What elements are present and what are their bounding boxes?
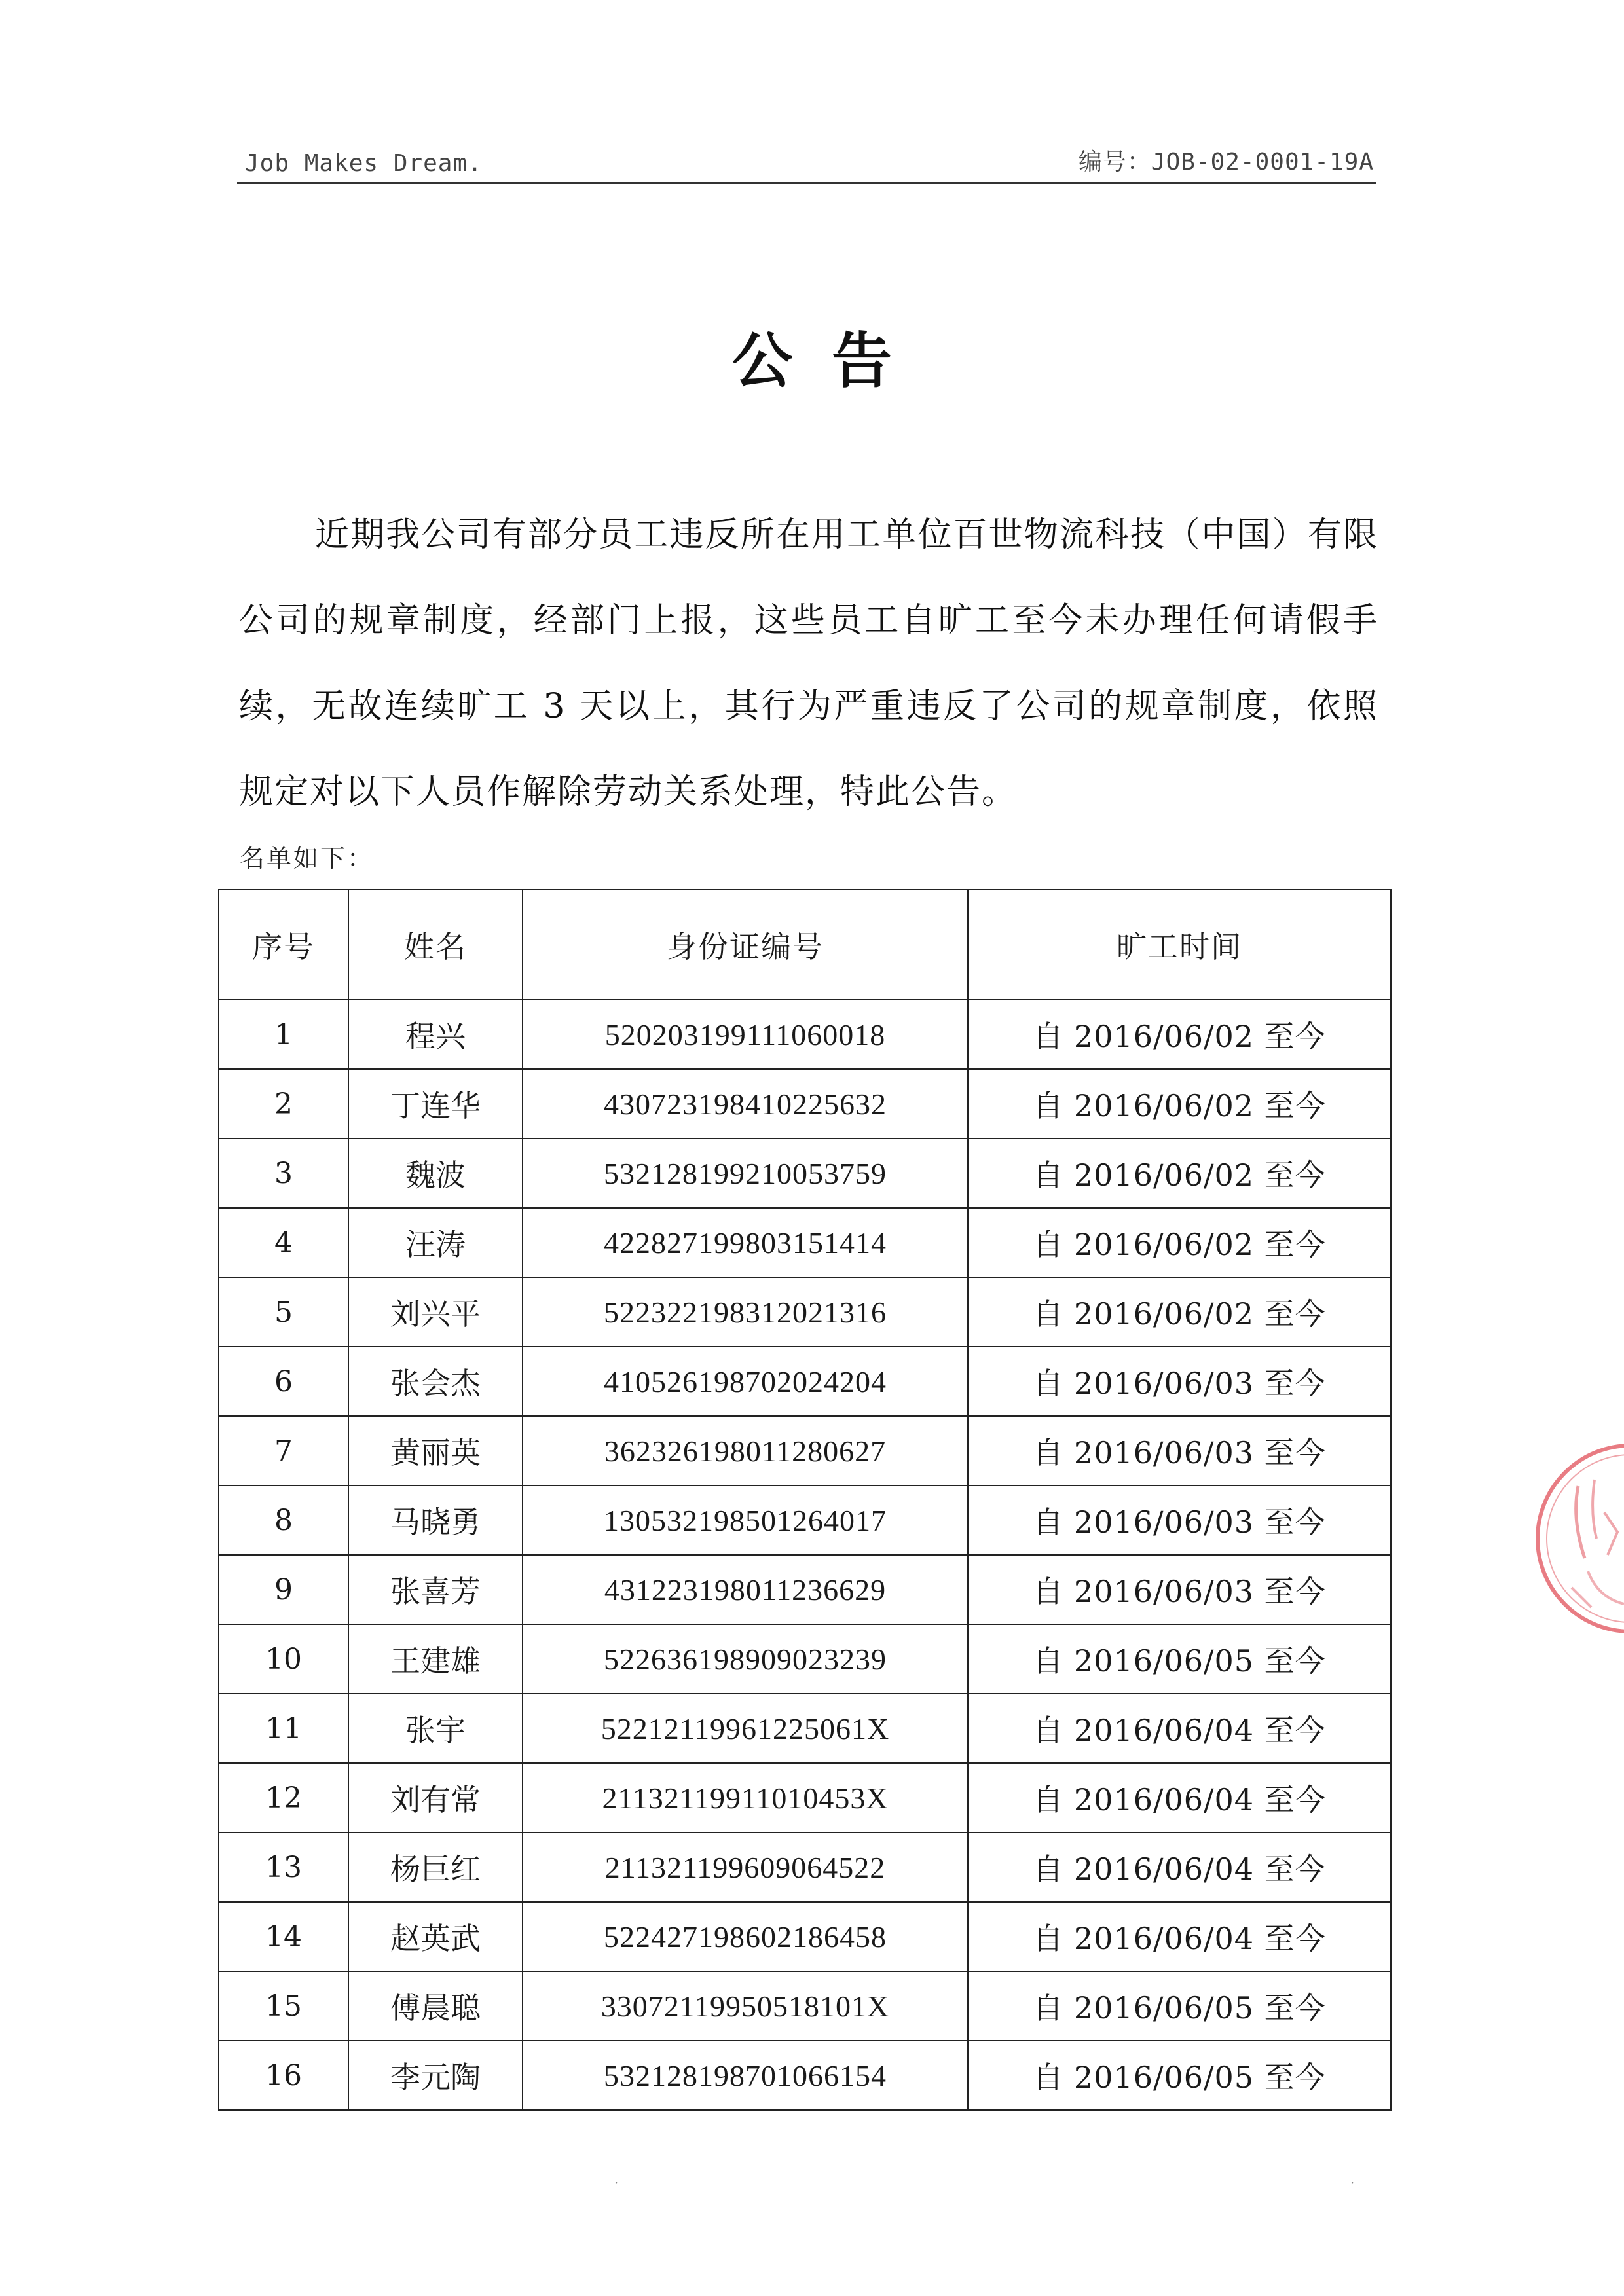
cell-absence-time: 自 2016/06/03 至今 <box>968 1485 1391 1555</box>
cell-id-number: 522427198602186458 <box>523 1902 968 1971</box>
cell-serial: 4 <box>219 1208 348 1277</box>
cell-serial: 13 <box>219 1832 348 1902</box>
cell-serial: 6 <box>219 1347 348 1416</box>
company-seal <box>1532 1440 1624 1637</box>
cell-id-number: 362326198011280627 <box>523 1416 968 1485</box>
cell-serial: 1 <box>219 1000 348 1069</box>
cell-id-number: 532128198701066154 <box>523 2041 968 2110</box>
table-body <box>219 1000 1391 2110</box>
cell-name: 杨巨红 <box>348 1832 523 1902</box>
cell-name: 张宇 <box>348 1694 523 1763</box>
cell-absence-time: 自 2016/06/02 至今 <box>968 1139 1391 1208</box>
table-header-row <box>219 890 1391 1000</box>
table-row <box>219 1208 1391 1277</box>
cell-id-number: 33072119950518101X <box>523 1971 968 2041</box>
header-name: 姓名 <box>348 890 523 1000</box>
cell-absence-time: 自 2016/06/04 至今 <box>968 1763 1391 1832</box>
cell-absence-time: 自 2016/06/02 至今 <box>968 1208 1391 1277</box>
cell-serial: 9 <box>219 1555 348 1624</box>
personnel-table <box>218 889 1392 2111</box>
cell-absence-time: 自 2016/06/03 至今 <box>968 1416 1391 1485</box>
cell-id-number: 410526198702024204 <box>523 1347 968 1416</box>
table-row <box>219 1971 1391 2041</box>
table-row <box>219 1069 1391 1139</box>
cell-name: 丁连华 <box>348 1069 523 1139</box>
cell-absence-time: 自 2016/06/02 至今 <box>968 1277 1391 1347</box>
table-row <box>219 1277 1391 1347</box>
document-number: 编号：JOB-02-0001-19A <box>1078 149 1374 175</box>
table-row <box>219 1624 1391 1694</box>
cell-absence-time: 自 2016/06/05 至今 <box>968 1971 1391 2041</box>
table-row <box>219 2041 1391 2110</box>
cell-absence-time: 自 2016/06/04 至今 <box>968 1694 1391 1763</box>
cell-absence-time: 自 2016/06/03 至今 <box>968 1347 1391 1416</box>
cell-name: 傅晨聪 <box>348 1971 523 2041</box>
cell-absence-time: 自 2016/06/05 至今 <box>968 1624 1391 1694</box>
header-id-number: 身份证编号 <box>523 890 968 1000</box>
cell-name: 程兴 <box>348 1000 523 1069</box>
cell-id-number: 431223198011236629 <box>523 1555 968 1624</box>
cell-id-number: 430723198410225632 <box>523 1069 968 1139</box>
cell-id-number: 130532198501264017 <box>523 1485 968 1555</box>
page-header <box>237 143 1376 184</box>
header-absence-time: 旷工时间 <box>968 890 1391 1000</box>
cell-name: 刘兴平 <box>348 1277 523 1347</box>
cell-serial: 10 <box>219 1624 348 1694</box>
cell-name: 刘有常 <box>348 1763 523 1832</box>
table-row <box>219 1555 1391 1624</box>
cell-name: 马晓勇 <box>348 1485 523 1555</box>
table-row <box>219 1832 1391 1902</box>
cell-name: 张会杰 <box>348 1347 523 1416</box>
cell-name: 黄丽英 <box>348 1416 523 1485</box>
cell-serial: 7 <box>219 1416 348 1485</box>
cell-id-number: 21132119911010453X <box>523 1763 968 1832</box>
cell-absence-time: 自 2016/06/02 至今 <box>968 1000 1391 1069</box>
cell-name: 张喜芳 <box>348 1555 523 1624</box>
cell-name: 赵英武 <box>348 1902 523 1971</box>
cell-absence-time: 自 2016/06/02 至今 <box>968 1069 1391 1139</box>
footer-mark-right: · <box>1350 2175 1355 2191</box>
cell-serial: 2 <box>219 1069 348 1139</box>
cell-serial: 8 <box>219 1485 348 1555</box>
header-serial: 序号 <box>219 890 348 1000</box>
cell-serial: 15 <box>219 1971 348 2041</box>
table-row <box>219 1902 1391 1971</box>
cell-serial: 16 <box>219 2041 348 2110</box>
footer-mark-left: · <box>614 2175 619 2191</box>
table-row <box>219 1485 1391 1555</box>
cell-name: 魏波 <box>348 1139 523 1208</box>
announcement-body: 近期我公司有部分员工违反所在用工单位百世物流科技（中国）有限公司的规章制度，经部门上报，这些员工自旷工至今未办理任何请假手续，无故连续旷工 3 天以上，其行为严重违反了公司的规章制度，依照规定对以下人员作解除劳动关系处理，特此公告。 <box>239 515 1378 812</box>
cell-name: 王建雄 <box>348 1624 523 1694</box>
personnel-table-wrapper <box>218 889 1390 2111</box>
cell-id-number: 522322198312021316 <box>523 1277 968 1347</box>
table-row <box>219 1694 1391 1763</box>
cell-name: 李元陶 <box>348 2041 523 2110</box>
table-row <box>219 1347 1391 1416</box>
cell-absence-time: 自 2016/06/04 至今 <box>968 1902 1391 1971</box>
cell-name: 汪涛 <box>348 1208 523 1277</box>
cell-absence-time: 自 2016/06/05 至今 <box>968 2041 1391 2110</box>
cell-serial: 12 <box>219 1763 348 1832</box>
cell-absence-time: 自 2016/06/04 至今 <box>968 1832 1391 1902</box>
cell-serial: 14 <box>219 1902 348 1971</box>
header-slogan: Job Makes Dream. <box>245 150 483 177</box>
cell-absence-time: 自 2016/06/03 至今 <box>968 1555 1391 1624</box>
cell-serial: 11 <box>219 1694 348 1763</box>
table-row <box>219 1000 1391 1069</box>
cell-serial: 5 <box>219 1277 348 1347</box>
cell-id-number: 522636198909023239 <box>523 1624 968 1694</box>
table-row <box>219 1763 1391 1832</box>
table-row <box>219 1416 1391 1485</box>
cell-serial: 3 <box>219 1139 348 1208</box>
cell-id-number: 532128199210053759 <box>523 1139 968 1208</box>
cell-id-number: 520203199111060018 <box>523 1000 968 1069</box>
list-intro: 名单如下： <box>240 844 375 873</box>
cell-id-number: 422827199803151414 <box>523 1208 968 1277</box>
table-row <box>219 1139 1391 1208</box>
page-title: 公告 <box>731 326 931 396</box>
cell-id-number: 211321199609064522 <box>523 1832 968 1902</box>
cell-id-number: 52212119961225061X <box>523 1694 968 1763</box>
